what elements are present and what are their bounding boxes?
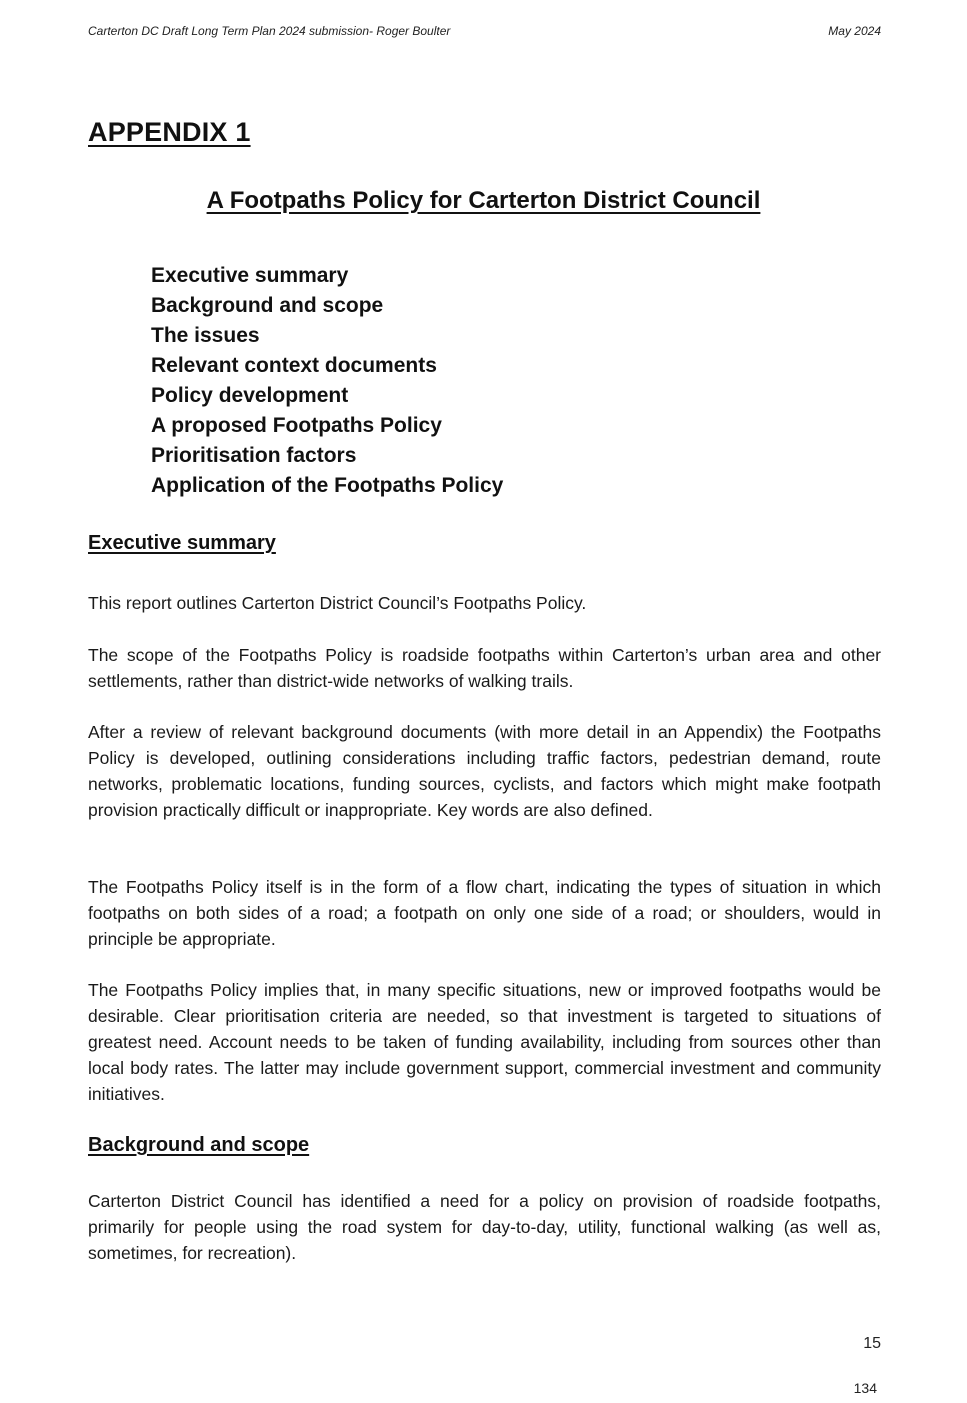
toc-item-executive-summary: Executive summary	[151, 264, 349, 287]
running-header-date: May 2024	[828, 24, 881, 38]
toc-item-prioritisation-factors: Prioritisation factors	[151, 444, 357, 467]
document-page-number: 134	[853, 1380, 877, 1396]
toc-item-application: Application of the Footpaths Policy	[151, 474, 504, 497]
section-heading-executive-summary: Executive summary	[88, 532, 276, 554]
exec-summary-paragraph: This report outlines Carterton District Council’s Footpaths Policy.	[88, 593, 587, 613]
toc-item-policy-development: Policy development	[151, 384, 349, 407]
document-title: A Footpaths Policy for Carterton District Council	[206, 187, 761, 214]
exec-summary-paragraph: After a review of relevant background documents (with more detail in an Appendix) the Footpaths Policy is developed, outlining considerations including traffic factors, pedestrian demand, route networks, problematic locations, funding sources, cyclists, and factors which might make footpath provision practically difficult or inappropriate. Key words are also defined.	[88, 722, 881, 820]
toc-item-proposed-policy: A proposed Footpaths Policy	[151, 414, 442, 437]
toc-item-issues: The issues	[151, 324, 260, 347]
exec-summary-paragraph: The scope of the Footpaths Policy is roadside footpaths within Carterton’s urban area and other settlements, rather than district-wide networks of walking trails.	[88, 645, 881, 691]
appendix-title: APPENDIX 1	[88, 117, 251, 147]
section-heading-background-scope: Background and scope	[88, 1134, 310, 1156]
toc-item-context-documents: Relevant context documents	[151, 354, 437, 377]
section-page-number: 15	[863, 1335, 881, 1352]
running-header-title: Carterton DC Draft Long Term Plan 2024 submission- Roger Boulter	[88, 24, 451, 38]
exec-summary-paragraph: The Footpaths Policy itself is in the form of a flow chart, indicating the types of situation in which footpaths on both sides of a road; a footpath on only one side of a road; or shoulders, would in principle be appropriate.	[88, 877, 881, 949]
background-paragraph: Carterton District Council has identified a need for a policy on provision of roadside footpaths, primarily for people using the road system for day-to-day, utility, functional walking (as well as, sometimes, for recreation).	[88, 1191, 881, 1263]
toc-item-background-scope: Background and scope	[151, 294, 384, 317]
exec-summary-paragraph: The Footpaths Policy implies that, in many specific situations, new or improved footpaths would be desirable. Clear prioritisation criteria are needed, so that investment is targeted to situations of greatest need. Account needs to be taken of funding availability, including from sources other than local body rates. The latter may include government support, commercial investment and community initiatives.	[88, 980, 881, 1104]
table-of-contents	[151, 261, 503, 501]
